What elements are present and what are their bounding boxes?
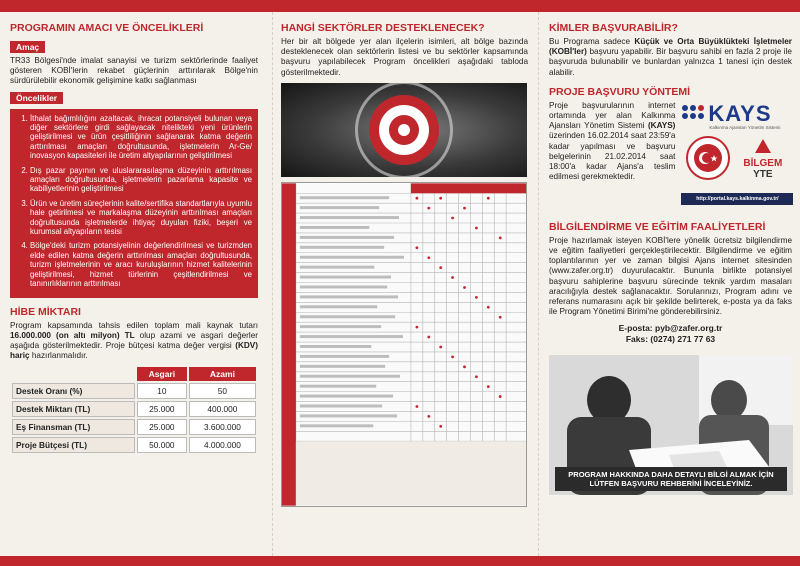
who-can-apply-title: KİMLER BAŞVURABİLİR? xyxy=(549,22,678,34)
hibe-title: HİBE MİKTARI xyxy=(10,305,81,318)
application-method-box xyxy=(549,101,792,213)
left-panel xyxy=(0,12,268,556)
table-row: Proje Bütçesi (TL) 50.000 4.000.000 xyxy=(12,437,256,453)
top-red-bar xyxy=(0,0,800,12)
priorities-box xyxy=(10,109,258,298)
email-text[interactable]: E-posta: pyb@zafer.org.tr xyxy=(618,323,723,334)
priorities-list xyxy=(16,114,252,289)
kays-dots-icon xyxy=(681,104,705,124)
sector-table-image xyxy=(281,182,527,507)
priority-item: 3. Ürün ve üretim süreçlerinin kalite/sertifika standartlarıyla uyumlu hale getirilmesi ve markalaşma düzeyinin arttırılması amaçları doğrultusunda işletmelerde ihtiyaç duyulan fiziki, beşeri ve kurumsal altyapıların tesisi xyxy=(30,199,252,237)
ministry-seal-icon xyxy=(685,135,731,181)
target-photo xyxy=(281,83,527,177)
application-method-title: PROJE BAŞVURU YÖNTEMİ xyxy=(549,85,690,98)
meeting-photo xyxy=(549,355,793,495)
oncelikler-tag: Öncelikler xyxy=(10,92,63,104)
priority-item: 2. Dış pazar payının ve uluslararasılaşma düzeyinin arttırılması amaçları doğrultusunda, işletmelerin pazarlama kapasite ve kabiliyetlerinin geliştirilmesi xyxy=(30,166,252,194)
col-asgari: Asgari xyxy=(137,367,187,381)
sector-table-graphic xyxy=(282,183,526,506)
info-training-text: Proje hazırlamak isteyen KOBİ'lere yönelik ücretsiz bilgilendirme ve eğitim faaliyetleri gerçekleştirilecektir. Bilgilendirme ve eğitim toplantılarının yer ve zaman bilgisi Ajans internet sitesinden (www.zafer.org.tr) duyurulacaktır. Bununla birlikte potansiyel başvuru sahiplerine başvuru sürecinde teknik yardım masaları aracılığıyla destek sağlanacaktır. Sorularınızı, Program adını ve referans numarasını açık bir şekilde belirterek, e-posta ya da faks ile Program Yönetimi Birimi'ne gönderebilirsiniz. xyxy=(549,235,792,317)
sectors-text: Her bir alt bölgede yer alan ilçelerin isimleri, alt bölge bazında desteklenecek olan sektörlerin listesi ve bu sektörler kapsamında başvuru yapılabilecek Program öncelikleri aşağıdaki tabloda gösterilmektedir. xyxy=(281,37,528,77)
priority-item: 1. İthalat bağımlılığını azaltacak, ihracat potansiyeli bulunan veya diğer sektörlere girdi sağlayacak nitelikteki yeni ürünlerin geliştirilmesi ve ürün çeşitliliğinin sağlanarak katma değerin arttırılması amaçları doğrultusunda, işletmelerin Ar-Ge/ inovasyon kapasiteleri ile üretim altyapılarının geliştirilmesi xyxy=(30,114,252,161)
col-azami: Azami xyxy=(189,367,256,381)
grant-table xyxy=(10,365,258,455)
priority-item: 4. Bölge'deki turizm potansiyelinin değerlendirilmesi ve turizmden elde edilen katma değerin arttırılması amaçları doğrultusunda, turizm işletmelerinin ve aracı kuruluşlarının hizmet kalitelerinin geliştirilmesi, hizmet türlerinin çeşitlendirilmesi ve tanınırlıklarının arttırılması xyxy=(30,241,252,288)
amac-tag: Amaç xyxy=(10,41,45,53)
program-purpose-title: PROGRAMIN AMACI VE ÖNCELİKLERİ xyxy=(10,22,204,34)
photo-caption: PROGRAM HAKKINDA DAHA DETAYLI BİLGİ ALMAK İÇİN LÜTFEN BAŞVURU REHBERİNİ İNCELEYİNİZ. xyxy=(555,467,787,491)
bottom-red-bar xyxy=(0,556,800,566)
fax-text: Faks: (0274) 271 77 63 xyxy=(625,334,716,345)
bilgem-logo: BİLGEM YTE xyxy=(743,139,782,180)
middle-panel xyxy=(272,12,534,556)
table-row: Eş Finansman (TL) 25.000 3.600.000 xyxy=(12,419,256,435)
kays-logo: KAYS xyxy=(681,101,771,127)
tubitak-icon xyxy=(755,139,771,153)
sectors-title: HANGİ SEKTÖRLER DESTEKLENECEK? xyxy=(281,22,485,34)
amac-text: TR33 Bölgesi'nde imalat sanayisi ve turizm sektörlerinde faaliyet gösteren KOBİ'lerin rekabet güçlerinin arttırılarak Bölge'nin sürdürülebilir ekonomik gelişimine katkı sağlanması xyxy=(10,56,258,86)
contact-info xyxy=(549,323,792,345)
application-method-text: Proje başvurularının internet ortamında yer alan Kalkınma Ajansları Yönetim Sistemi (KAYS) üzerinden 16.02.2014 saat 23:59'a kadar yapılması ve başvuru belgelerinin 21.02.2014 saat 18:00'a kadar Ajans'a teslim edilmesi gerekmektedir. xyxy=(549,100,676,182)
table-row: Destek Oranı (%) 10 50 xyxy=(12,383,256,399)
right-panel xyxy=(538,12,800,556)
logos-area xyxy=(681,101,792,213)
who-can-apply-text: Bu Programa sadece Küçük ve Orta Büyüklükteki İşletmeler (KOBİ'ler) başvuru yapabilir. Bir başvuru sahibi en fazla 2 proje ile başvuruda bulunabilir ve bunlardan yalnızca 1 tanesi için destek alabilir. xyxy=(549,37,792,77)
info-training-title: BİLGİLENDİRME VE EĞİTİM FAALİYETLERİ xyxy=(549,220,766,233)
kays-url[interactable]: http://portal.kays.kalkinma.gov.tr/ xyxy=(681,193,793,205)
hibe-text: Program kapsamında tahsis edilen toplam mali kaynak tutarı 16.000.000 (on altı milyon) TL olup azami ve asgari değerler aşağıda gösterilmektedir. Proje bütçesi katma değer vergisi (KDV) hariç hazırlanmalıdır. xyxy=(10,320,258,361)
kays-subtitle: Kalkınma Ajansları Yönetim Sistemi xyxy=(709,124,781,130)
table-row: Destek Miktarı (TL) 25.000 400.000 xyxy=(12,401,256,417)
